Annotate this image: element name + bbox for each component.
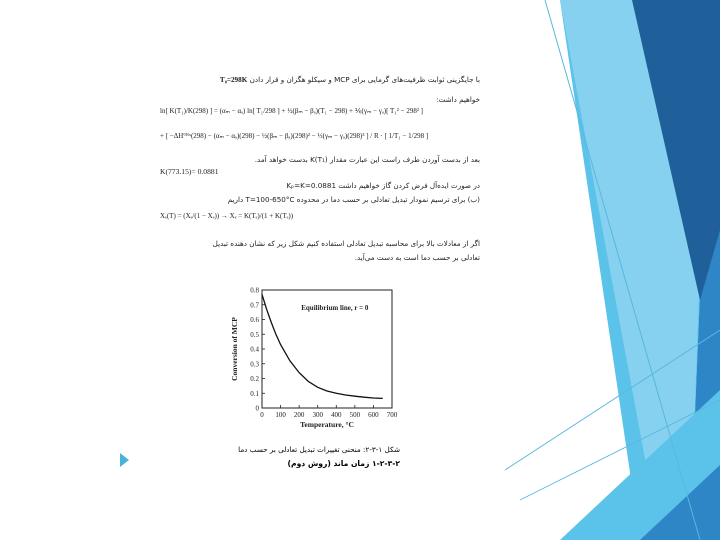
equilibrium-conversion-chart [228,282,408,440]
paragraph-line-3: بعد از بدست آوردن طرف راست این عبارت مقدار K(T₁) بدست خواهد آمد. [254,155,480,164]
equation-3-text: Xₑ(T) = (Xₑ/(1 − Xₑ)) → Xₑ = K(Tₑ)/(1 + K(Tₑ)) [160,212,294,220]
paragraph-line-7: اگر از معادلات بالا برای محاسبه تبدیل تعادلی استفاده کنیم شکل زیر که نشان دهنده تبدیل [212,239,480,248]
paragraph-line-1 [160,74,480,86]
y-tick-label: 0.1 [250,389,259,398]
t0-label: T₀=298K [219,76,248,84]
y-axis-label: Conversion of MCP [230,317,239,381]
paragraph-line-6: (ب) برای ترسیم نمودار تبدیل تعادلی بر حسب دما در محدوده T=100-650°C داریم [227,195,480,204]
left-arrow-marker [120,453,129,467]
y-tick-label: 0.5 [250,330,259,339]
paragraph-line-2: خواهیم داشت: [436,95,480,104]
x-tick-label: 400 [331,411,342,419]
x-tick-label: 600 [368,411,379,419]
chart-title: Equilibrium line, r = 0 [301,304,369,312]
y-tick-label: 0.2 [250,375,259,383]
paragraph-line-5: در صورت ایده‌آل فرض کردن گاز خواهیم داشت Kₚ=K=0.0881 [286,181,480,190]
x-tick-label: 300 [312,411,323,419]
x-tick-label: 700 [386,411,398,419]
x-tick-label: 500 [349,411,361,419]
line-1-text: با جایگزینی ثوابت ظرفیت‌های گرمایی برای MCP و سیکلو هگزان و قرار دادن [249,75,480,84]
x-tick-label: 100 [275,411,286,419]
k-value: K(773.15)= 0.0881 [160,167,219,176]
equation-2 [160,132,480,148]
y-tick-label: 0.6 [250,316,259,324]
equation-2-text: + [ −ΔH°ᴿˣ(298) − (αₘ − αₐ)(298) − ½(βₘ − βₐ)(298)² − ⅓(γₘ − γₐ)(298)³ ] / R · [ 1/T₁ − 1/298 ] [160,132,429,140]
equation-3 [160,212,480,230]
y-tick-label: 0.8 [250,286,259,295]
section-heading: ۱-۲-۳-۲ زمان ماند (روش دوم) [287,459,400,468]
x-tick-label: 0 [260,411,264,419]
paragraph-line-8: تعادلی بر حسب دما است به دست می‌آید. [354,253,480,262]
y-tick-label: 0 [255,404,259,413]
x-axis-label: Temperature, °C [300,420,354,429]
x-tick-label: 200 [293,411,305,419]
y-tick-label: 0.7 [250,301,259,310]
y-tick-label: 0.4 [250,345,259,354]
equation-1-text: ln[ K(T₁)/K(298) ] = (αₘ − αₐ) ln[ T₁/298 ] + ½(βₘ − βₐ)(T₁ − 298) + ⅙(γₘ − γₐ)[ T₁² − 298² ] [160,107,423,115]
equation-1 [160,107,480,123]
y-tick-label: 0.3 [250,360,259,369]
figure-caption: شکل ۱-۳-۲: منحنی تغییرات تبدیل تعادلی بر حسب دما [238,445,400,454]
